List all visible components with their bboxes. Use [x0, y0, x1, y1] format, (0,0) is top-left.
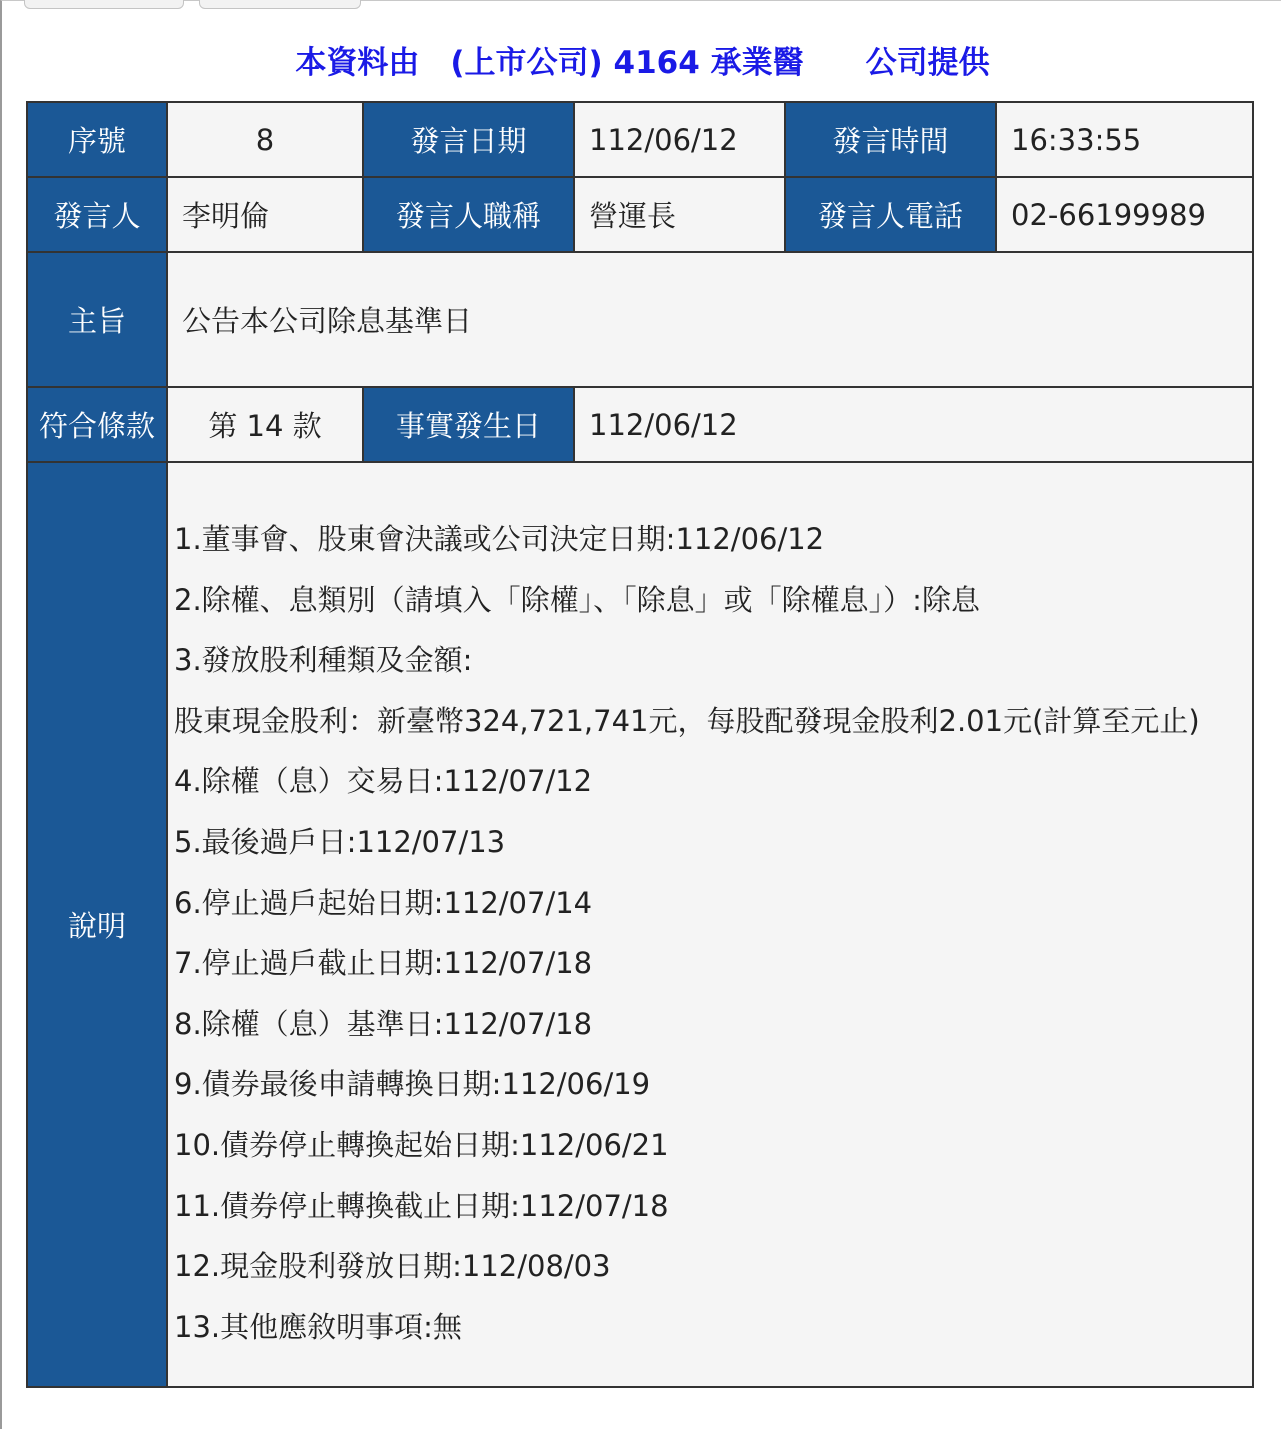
description-line: 13.其他應敘明事項:無 — [174, 1309, 462, 1344]
speaker-value: 李明倫 — [167, 177, 363, 252]
speaker-phone-value: 02-66199989 — [996, 177, 1253, 252]
description-line: 3.發放股利種類及金額: — [174, 643, 473, 678]
occur-date-value: 112/06/12 — [574, 387, 1253, 462]
description-cell — [167, 462, 1253, 1387]
occur-date-label: 事實發生日 — [363, 387, 574, 462]
clause-label: 符合條款 — [27, 387, 167, 462]
table-row — [27, 387, 1253, 462]
description-line: 2.除權、息類別（請填入「除權」、「除息」或「除權息」）:除息 — [174, 582, 980, 617]
clause-value: 第 14 款 — [167, 387, 363, 462]
speaker-title-value: 營運長 — [574, 177, 785, 252]
description-line: 10.債券停止轉換起始日期:112/06/21 — [174, 1127, 669, 1162]
description-line: 12.現金股利發放日期:112/08/03 — [174, 1249, 611, 1284]
browser-tab-stub[interactable] — [24, 0, 184, 9]
page-title: 本資料由 (上市公司) 4164 承業醫 公司提供 — [295, 45, 990, 81]
description-label: 說明 — [27, 462, 167, 1387]
time-value: 16:33:55 — [996, 102, 1253, 177]
speaker-label: 發言人 — [27, 177, 167, 252]
subject-label: 主旨 — [27, 252, 167, 387]
description-line: 4.除權（息）交易日:112/07/12 — [174, 764, 593, 799]
date-value: 112/06/12 — [574, 102, 785, 177]
seq-label: 序號 — [27, 102, 167, 177]
date-label: 發言日期 — [363, 102, 574, 177]
description-line: 8.除權（息）基準日:112/07/18 — [174, 1006, 593, 1041]
description-line: 1.董事會、股東會決議或公司決定日期:112/06/12 — [174, 522, 825, 556]
seq-value: 8 — [167, 102, 363, 177]
time-label: 發言時間 — [785, 102, 996, 177]
speaker-phone-label: 發言人電話 — [785, 177, 996, 252]
description-line: 6.停止過戶起始日期:112/07/14 — [174, 885, 593, 920]
description-line: 5.最後過戶日:112/07/13 — [174, 824, 506, 859]
table-row — [27, 177, 1253, 252]
announcement-table — [26, 101, 1254, 1388]
description-lines — [174, 463, 1252, 1357]
description-line: 股東現金股利：新臺幣324,721,741元，每股配發現金股利2.01元(計算至元止) — [174, 703, 1200, 738]
table-row — [27, 462, 1253, 1387]
browser-tab-stub[interactable] — [199, 0, 361, 9]
subject-value: 公告本公司除息基準日 — [167, 252, 1253, 387]
description-line: 7.停止過戶截止日期:112/07/18 — [174, 946, 593, 981]
table-row — [27, 102, 1253, 177]
speaker-title-label: 發言人職稱 — [363, 177, 574, 252]
description-line: 11.債券停止轉換截止日期:112/07/18 — [174, 1188, 669, 1223]
table-row — [27, 252, 1253, 387]
description-line: 9.債券最後申請轉換日期:112/06/19 — [174, 1067, 651, 1102]
